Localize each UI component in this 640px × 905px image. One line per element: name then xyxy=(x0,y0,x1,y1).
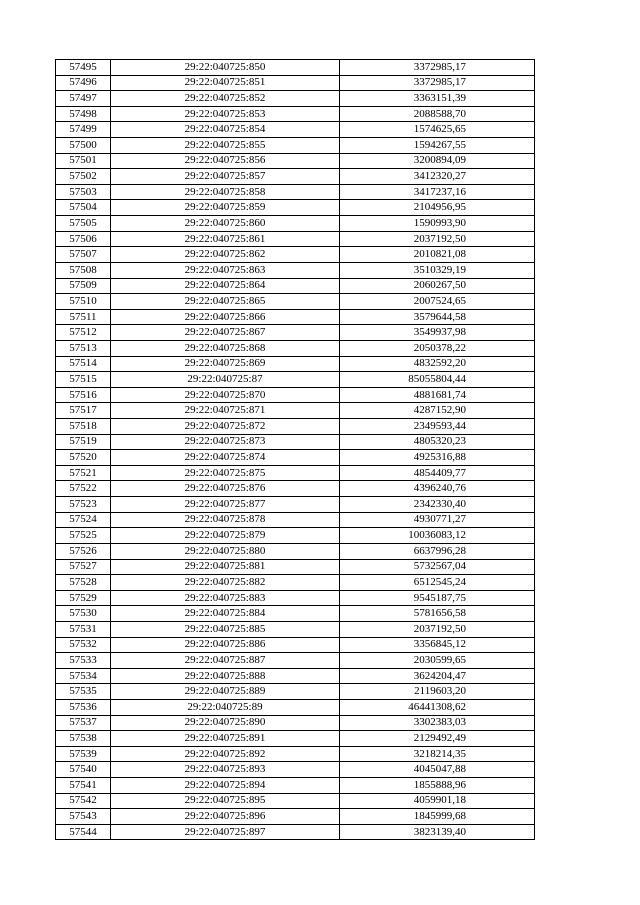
row-number-cell: 57540 xyxy=(56,762,111,778)
cadastral-number-cell: 29:22:040725:851 xyxy=(111,75,340,91)
row-number-cell: 57535 xyxy=(56,684,111,700)
cadastral-number-cell: 29:22:040725:887 xyxy=(111,653,340,669)
table-row xyxy=(56,309,535,325)
cadastral-number-cell: 29:22:040725:860 xyxy=(111,216,340,232)
row-number-cell: 57534 xyxy=(56,668,111,684)
row-number-cell: 57523 xyxy=(56,497,111,513)
cadastral-number-cell: 29:22:040725:853 xyxy=(111,106,340,122)
table-row xyxy=(56,106,535,122)
table-row xyxy=(56,75,535,91)
row-number-cell: 57531 xyxy=(56,621,111,637)
cadastral-value-cell: 4925316,88 xyxy=(340,450,535,466)
row-number-cell: 57519 xyxy=(56,434,111,450)
row-number-cell: 57503 xyxy=(56,184,111,200)
row-number-cell: 57541 xyxy=(56,778,111,794)
cadastral-number-cell: 29:22:040725:878 xyxy=(111,512,340,528)
table-row xyxy=(56,668,535,684)
row-number-cell: 57507 xyxy=(56,247,111,263)
row-number-cell: 57506 xyxy=(56,231,111,247)
row-number-cell: 57509 xyxy=(56,278,111,294)
table-row xyxy=(56,497,535,513)
table-row xyxy=(56,372,535,388)
cadastral-value-cell: 4287152,90 xyxy=(340,403,535,419)
table-row xyxy=(56,434,535,450)
table-row xyxy=(56,512,535,528)
row-number-cell: 57528 xyxy=(56,575,111,591)
table-row xyxy=(56,294,535,310)
cadastral-value-cell: 1590993,90 xyxy=(340,216,535,232)
cadastral-value-cell: 4396240,76 xyxy=(340,481,535,497)
cadastral-value-cell: 2050378,22 xyxy=(340,340,535,356)
table-row xyxy=(56,387,535,403)
cadastral-value-cell: 1574625,65 xyxy=(340,122,535,138)
row-number-cell: 57517 xyxy=(56,403,111,419)
cadastral-number-cell: 29:22:040725:867 xyxy=(111,325,340,341)
cadastral-number-cell: 29:22:040725:850 xyxy=(111,60,340,76)
cadastral-value-cell: 2088588,70 xyxy=(340,106,535,122)
table-row xyxy=(56,247,535,263)
table-row xyxy=(56,60,535,76)
cadastral-number-cell: 29:22:040725:882 xyxy=(111,575,340,591)
table-row xyxy=(56,481,535,497)
row-number-cell: 57512 xyxy=(56,325,111,341)
cadastral-number-cell: 29:22:040725:894 xyxy=(111,778,340,794)
cadastral-number-cell: 29:22:040725:89 xyxy=(111,699,340,715)
cadastral-number-cell: 29:22:040725:892 xyxy=(111,746,340,762)
cadastral-number-cell: 29:22:040725:864 xyxy=(111,278,340,294)
cadastral-value-cell: 1594267,55 xyxy=(340,138,535,154)
cadastral-number-cell: 29:22:040725:879 xyxy=(111,528,340,544)
cadastral-number-cell: 29:22:040725:870 xyxy=(111,387,340,403)
cadastral-number-cell: 29:22:040725:857 xyxy=(111,169,340,185)
cadastral-value-cell: 3510329,19 xyxy=(340,262,535,278)
cadastral-value-cell: 5781656,58 xyxy=(340,606,535,622)
table-row xyxy=(56,606,535,622)
table-row xyxy=(56,528,535,544)
cadastral-value-cell: 2010821,08 xyxy=(340,247,535,263)
table-row xyxy=(56,731,535,747)
row-number-cell: 57514 xyxy=(56,356,111,372)
cadastral-number-cell: 29:22:040725:877 xyxy=(111,497,340,513)
cadastral-value-cell: 4045047,88 xyxy=(340,762,535,778)
row-number-cell: 57501 xyxy=(56,153,111,169)
table-row xyxy=(56,419,535,435)
row-number-cell: 57529 xyxy=(56,590,111,606)
cadastral-number-cell: 29:22:040725:880 xyxy=(111,543,340,559)
cadastral-value-cell: 2342330,40 xyxy=(340,497,535,513)
cadastral-number-cell: 29:22:040725:87 xyxy=(111,372,340,388)
table-row xyxy=(56,575,535,591)
cadastral-value-table xyxy=(55,59,535,840)
row-number-cell: 57532 xyxy=(56,637,111,653)
cadastral-number-cell: 29:22:040725:876 xyxy=(111,481,340,497)
cadastral-number-cell: 29:22:040725:890 xyxy=(111,715,340,731)
cadastral-value-cell: 3302383,03 xyxy=(340,715,535,731)
cadastral-number-cell: 29:22:040725:859 xyxy=(111,200,340,216)
cadastral-value-cell: 4930771,27 xyxy=(340,512,535,528)
cadastral-number-cell: 29:22:040725:893 xyxy=(111,762,340,778)
cadastral-value-cell: 5732567,04 xyxy=(340,559,535,575)
cadastral-value-cell: 3549937,98 xyxy=(340,325,535,341)
table-row xyxy=(56,216,535,232)
table-row xyxy=(56,699,535,715)
cadastral-value-cell: 2030599,65 xyxy=(340,653,535,669)
cadastral-number-cell: 29:22:040725:881 xyxy=(111,559,340,575)
table-row xyxy=(56,653,535,669)
cadastral-value-cell: 10036083,12 xyxy=(340,528,535,544)
cadastral-value-cell: 1855888,96 xyxy=(340,778,535,794)
cadastral-value-cell: 2104956,95 xyxy=(340,200,535,216)
cadastral-number-cell: 29:22:040725:873 xyxy=(111,434,340,450)
cadastral-number-cell: 29:22:040725:883 xyxy=(111,590,340,606)
row-number-cell: 57518 xyxy=(56,419,111,435)
row-number-cell: 57533 xyxy=(56,653,111,669)
row-number-cell: 57495 xyxy=(56,60,111,76)
cadastral-number-cell: 29:22:040725:856 xyxy=(111,153,340,169)
row-number-cell: 57543 xyxy=(56,809,111,825)
row-number-cell: 57510 xyxy=(56,294,111,310)
cadastral-number-cell: 29:22:040725:891 xyxy=(111,731,340,747)
row-number-cell: 57504 xyxy=(56,200,111,216)
cadastral-number-cell: 29:22:040725:889 xyxy=(111,684,340,700)
table-row xyxy=(56,543,535,559)
cadastral-value-cell: 3579644,58 xyxy=(340,309,535,325)
cadastral-number-cell: 29:22:040725:895 xyxy=(111,793,340,809)
row-number-cell: 57499 xyxy=(56,122,111,138)
table-row xyxy=(56,138,535,154)
cadastral-number-cell: 29:22:040725:868 xyxy=(111,340,340,356)
cadastral-value-cell: 85055804,44 xyxy=(340,372,535,388)
row-number-cell: 57526 xyxy=(56,543,111,559)
row-number-cell: 57539 xyxy=(56,746,111,762)
table-row xyxy=(56,262,535,278)
table-row xyxy=(56,153,535,169)
cadastral-value-cell: 2037192,50 xyxy=(340,621,535,637)
cadastral-value-cell: 4881681,74 xyxy=(340,387,535,403)
row-number-cell: 57498 xyxy=(56,106,111,122)
row-number-cell: 57544 xyxy=(56,824,111,840)
cadastral-value-cell: 3372985,17 xyxy=(340,75,535,91)
cadastral-value-cell: 2060267,50 xyxy=(340,278,535,294)
table-row xyxy=(56,278,535,294)
cadastral-number-cell: 29:22:040725:865 xyxy=(111,294,340,310)
table-row xyxy=(56,778,535,794)
cadastral-number-cell: 29:22:040725:885 xyxy=(111,621,340,637)
row-number-cell: 57516 xyxy=(56,387,111,403)
row-number-cell: 57542 xyxy=(56,793,111,809)
row-number-cell: 57508 xyxy=(56,262,111,278)
cadastral-value-cell: 4059901,18 xyxy=(340,793,535,809)
table-row xyxy=(56,403,535,419)
cadastral-number-cell: 29:22:040725:861 xyxy=(111,231,340,247)
cadastral-value-cell: 3200894,09 xyxy=(340,153,535,169)
table-row xyxy=(56,91,535,107)
cadastral-number-cell: 29:22:040725:872 xyxy=(111,419,340,435)
cadastral-number-cell: 29:22:040725:874 xyxy=(111,450,340,466)
cadastral-value-cell: 1845999,68 xyxy=(340,809,535,825)
row-number-cell: 57537 xyxy=(56,715,111,731)
row-number-cell: 57530 xyxy=(56,606,111,622)
row-number-cell: 57505 xyxy=(56,216,111,232)
cadastral-number-cell: 29:22:040725:866 xyxy=(111,309,340,325)
table-row xyxy=(56,325,535,341)
cadastral-number-cell: 29:22:040725:855 xyxy=(111,138,340,154)
cadastral-value-cell: 3372985,17 xyxy=(340,60,535,76)
cadastral-number-cell: 29:22:040725:875 xyxy=(111,465,340,481)
table-row xyxy=(56,637,535,653)
table-row xyxy=(56,684,535,700)
cadastral-value-cell: 2119603,20 xyxy=(340,684,535,700)
cadastral-number-cell: 29:22:040725:871 xyxy=(111,403,340,419)
row-number-cell: 57497 xyxy=(56,91,111,107)
cadastral-number-cell: 29:22:040725:884 xyxy=(111,606,340,622)
cadastral-value-cell: 4832592,20 xyxy=(340,356,535,372)
table-row xyxy=(56,231,535,247)
cadastral-number-cell: 29:22:040725:896 xyxy=(111,809,340,825)
table-row xyxy=(56,762,535,778)
cadastral-value-cell: 2129492,49 xyxy=(340,731,535,747)
cadastral-number-cell: 29:22:040725:863 xyxy=(111,262,340,278)
cadastral-number-cell: 29:22:040725:858 xyxy=(111,184,340,200)
cadastral-value-cell: 3823139,40 xyxy=(340,824,535,840)
table-row xyxy=(56,809,535,825)
table-row xyxy=(56,169,535,185)
cadastral-value-cell: 3356845,12 xyxy=(340,637,535,653)
row-number-cell: 57538 xyxy=(56,731,111,747)
cadastral-value-cell: 2349593,44 xyxy=(340,419,535,435)
cadastral-number-cell: 29:22:040725:852 xyxy=(111,91,340,107)
table-row xyxy=(56,184,535,200)
table-body xyxy=(56,60,535,840)
cadastral-value-cell: 3363151,39 xyxy=(340,91,535,107)
row-number-cell: 57502 xyxy=(56,169,111,185)
row-number-cell: 57527 xyxy=(56,559,111,575)
row-number-cell: 57536 xyxy=(56,699,111,715)
table-row xyxy=(56,356,535,372)
row-number-cell: 57511 xyxy=(56,309,111,325)
table-row xyxy=(56,200,535,216)
row-number-cell: 57520 xyxy=(56,450,111,466)
cadastral-value-cell: 46441308,62 xyxy=(340,699,535,715)
row-number-cell: 57496 xyxy=(56,75,111,91)
row-number-cell: 57513 xyxy=(56,340,111,356)
cadastral-value-cell: 4854409,77 xyxy=(340,465,535,481)
cadastral-number-cell: 29:22:040725:854 xyxy=(111,122,340,138)
table-row xyxy=(56,590,535,606)
cadastral-number-cell: 29:22:040725:869 xyxy=(111,356,340,372)
cadastral-number-cell: 29:22:040725:897 xyxy=(111,824,340,840)
table-row xyxy=(56,715,535,731)
cadastral-value-cell: 2037192,50 xyxy=(340,231,535,247)
table-row xyxy=(56,621,535,637)
row-number-cell: 57525 xyxy=(56,528,111,544)
table-row xyxy=(56,450,535,466)
cadastral-number-cell: 29:22:040725:886 xyxy=(111,637,340,653)
cadastral-value-cell: 3412320,27 xyxy=(340,169,535,185)
row-number-cell: 57522 xyxy=(56,481,111,497)
table-row xyxy=(56,122,535,138)
cadastral-value-cell: 6637996,28 xyxy=(340,543,535,559)
cadastral-value-cell: 2007524,65 xyxy=(340,294,535,310)
cadastral-value-cell: 6512545,24 xyxy=(340,575,535,591)
row-number-cell: 57515 xyxy=(56,372,111,388)
cadastral-number-cell: 29:22:040725:888 xyxy=(111,668,340,684)
cadastral-number-cell: 29:22:040725:862 xyxy=(111,247,340,263)
row-number-cell: 57524 xyxy=(56,512,111,528)
table-row xyxy=(56,793,535,809)
row-number-cell: 57500 xyxy=(56,138,111,154)
cadastral-value-cell: 3218214,35 xyxy=(340,746,535,762)
table-row xyxy=(56,465,535,481)
cadastral-value-cell: 3417237,16 xyxy=(340,184,535,200)
table-row xyxy=(56,340,535,356)
table-row xyxy=(56,559,535,575)
cadastral-value-cell: 9545187,75 xyxy=(340,590,535,606)
cadastral-value-cell: 4805320,23 xyxy=(340,434,535,450)
row-number-cell: 57521 xyxy=(56,465,111,481)
table-row xyxy=(56,824,535,840)
table-row xyxy=(56,746,535,762)
cadastral-value-cell: 3624204,47 xyxy=(340,668,535,684)
